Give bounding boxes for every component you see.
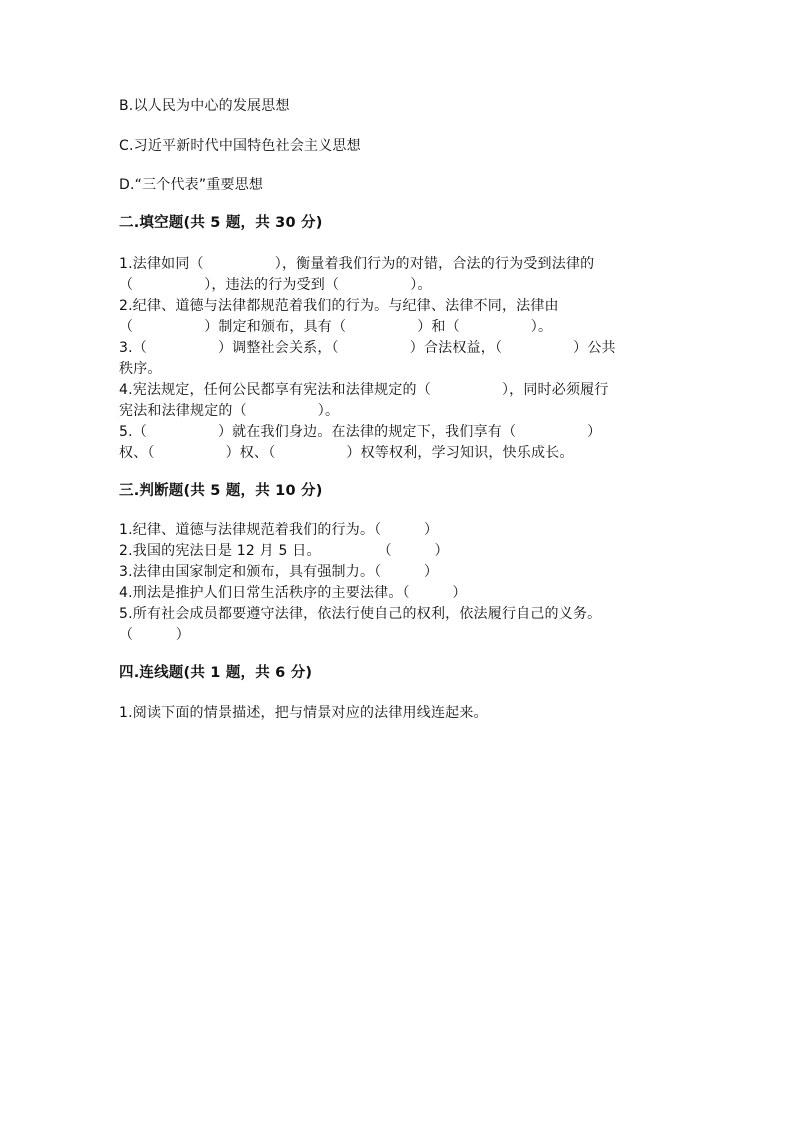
fill-question-line: 宪法和法律规定的（ ）。 [119, 403, 340, 419]
fill-question-line: （ ），违法的行为受到（ ）。 [119, 277, 432, 293]
section-heading-true-false: 三.判断题(共 5 题，共 10 分) [119, 483, 323, 499]
section-heading-fill-in: 二.填空题(共 5 题，共 30 分) [119, 215, 323, 231]
choice-option-c: C.习近平新时代中国特色社会主义思想 [119, 138, 361, 154]
fill-question-line: 3.（ ）调整社会关系，（ ）合法权益，（ ）公共 [119, 340, 616, 356]
judge-question-line: 4.刑法是推护人们日常生活秩序的主要法律。（ ） [119, 585, 467, 601]
choice-option-d: D.“三个代表”重要思想 [119, 177, 264, 193]
fill-question-line: 1.法律如同（ ），衡量着我们行为的对错，合法的行为受到法律的 [119, 256, 595, 272]
fill-question-line: 权、（ ）权、（ ）权等权利，学习知识，快乐成长。 [119, 445, 574, 461]
fill-question-line: 秩序。 [119, 361, 162, 377]
judge-question-line: 5.所有社会成员都要遵守法律，依法行使自己的权利，依法履行自己的义务。 [119, 606, 602, 622]
fill-question-line: 2.纪律、道德与法律都规范着我们的行为。与纪律、法律不同，法律由 [119, 298, 559, 314]
fill-question-line: （ ）制定和颁布，具有（ ）和（ ）。 [119, 319, 553, 335]
choice-option-b: B.以人民为中心的发展思想 [119, 98, 290, 114]
judge-question-line: 2.我国的宪法日是 12 月 5 日。 （ ） [119, 543, 449, 559]
fill-question-line: 5.（ ）就在我们身边。在法律的规定下，我们享有（ ） [119, 424, 602, 440]
judge-question-line: （ ） [119, 627, 190, 643]
judge-question-line: 1.纪律、道德与法律规范着我们的行为。（ ） [119, 522, 439, 538]
matching-question-line: 1.阅读下面的情景描述，把与情景对应的法律用线连起来。 [119, 705, 488, 721]
fill-question-line: 4.宪法规定，任何公民都享有宪法和法律规定的（ ），同时必须履行 [119, 382, 609, 398]
section-heading-matching: 四.连线题(共 1 题，共 6 分) [119, 665, 313, 681]
judge-question-line: 3.法律由国家制定和颁布，具有强制力。（ ） [119, 564, 439, 580]
